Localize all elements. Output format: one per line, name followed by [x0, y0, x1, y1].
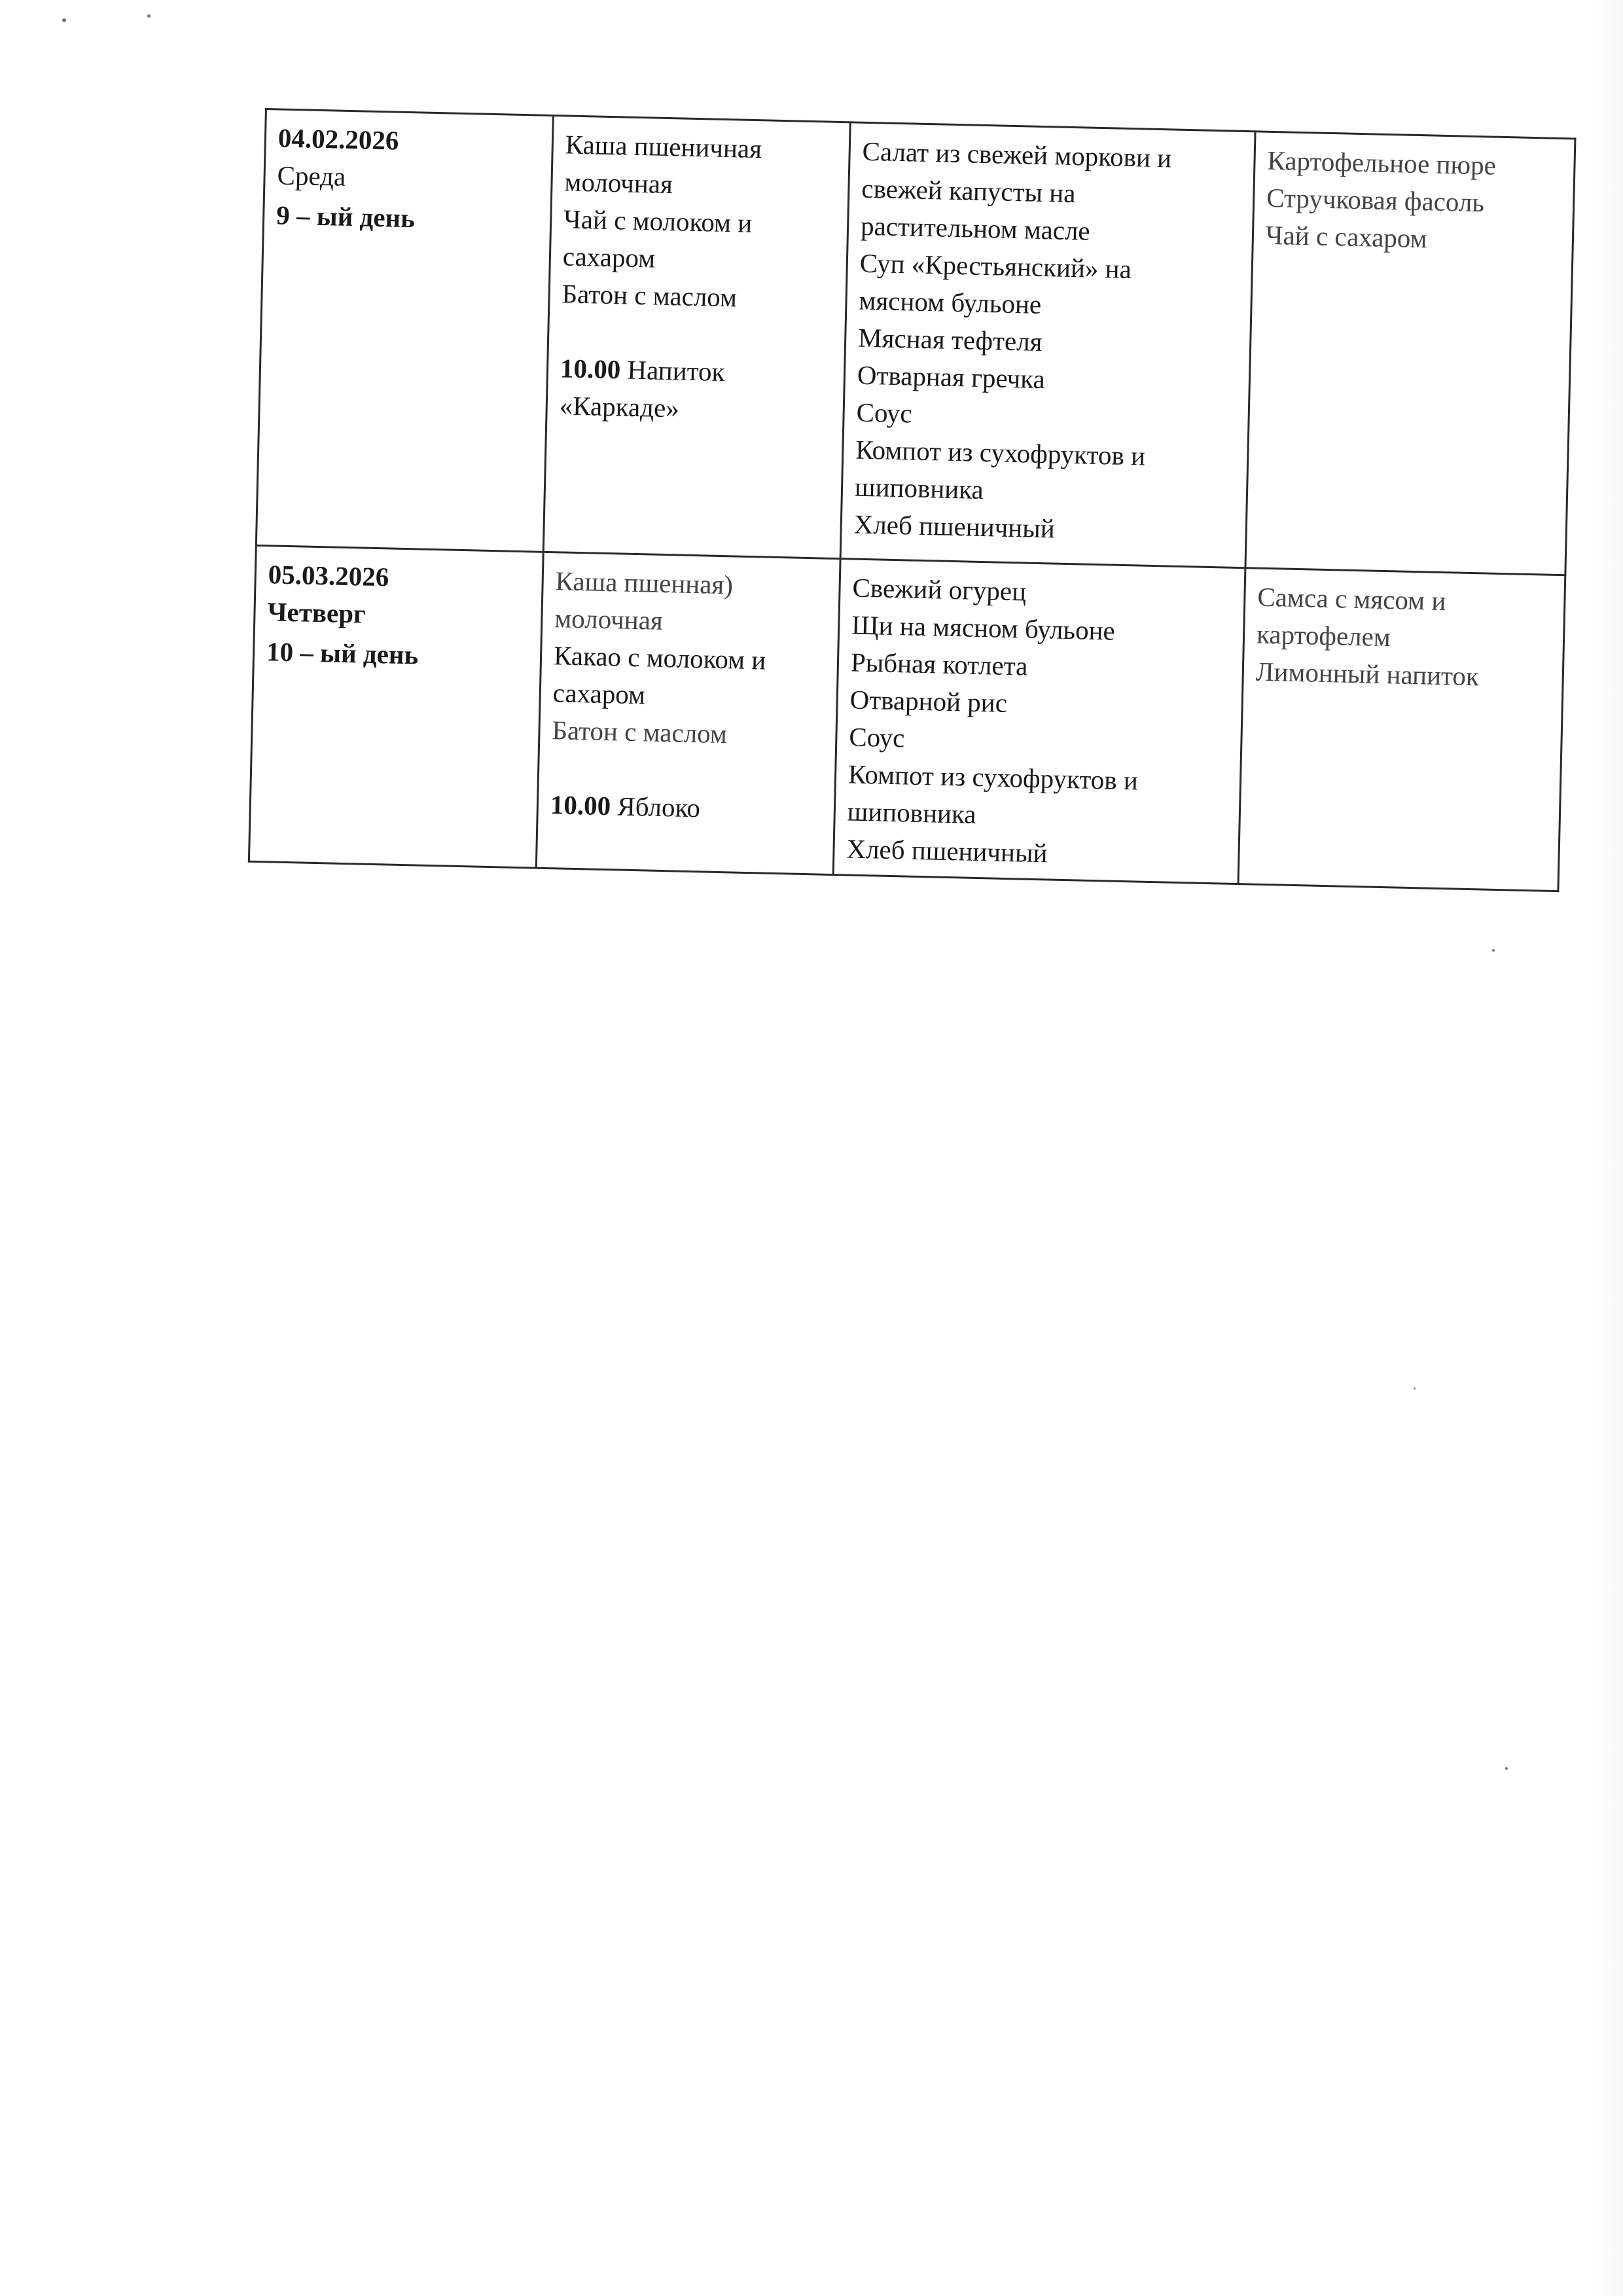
scan-speck — [147, 14, 151, 18]
menu-item: молочная — [554, 603, 664, 636]
menu-item: Лимонный напиток — [1255, 656, 1480, 692]
weekday: Среда — [277, 160, 346, 192]
scan-speck — [1505, 1767, 1508, 1770]
snack-line — [550, 786, 822, 829]
snack-item: Яблоко — [616, 791, 701, 823]
menu-item: Стручковая фасоль — [1266, 182, 1485, 218]
menu-item: Чай с сахаром — [1265, 219, 1428, 254]
menu-item: Хлеб пшеничный — [853, 509, 1056, 544]
menu-item: Каша пшеничная — [565, 129, 762, 164]
day-cell — [256, 109, 553, 552]
lunch-cell — [840, 122, 1255, 568]
spacer — [561, 312, 833, 355]
menu-item: свежей капусты на — [861, 173, 1077, 209]
date: 04.02.2026 — [277, 122, 399, 156]
menu-item: Суп «Крестьянский» на — [859, 247, 1132, 285]
date: 05.03.2026 — [268, 559, 389, 592]
menu-item: Соус — [848, 721, 905, 753]
menu-item: Каша пшенная) — [555, 565, 734, 600]
menu-item: Отварной рис — [849, 684, 1008, 718]
menu-item: Какао с молоком и — [553, 640, 766, 675]
scan-edge — [1597, 0, 1623, 2296]
scan-speck — [1492, 949, 1495, 952]
menu-item: Компот из сухофруктов и — [847, 759, 1139, 796]
menu-item: Салат из свежей моркови и — [862, 135, 1172, 173]
menu-item: Щи на мясном бульоне — [851, 609, 1116, 646]
scan-speck — [62, 18, 66, 22]
menu-item: молочная — [564, 166, 673, 200]
menu-table — [248, 108, 1577, 892]
menu-item: сахаром — [562, 241, 656, 274]
menu-item: Чай с молоком и — [563, 204, 753, 238]
menu-item: Компот из сухофруктов и — [855, 434, 1146, 471]
day-number: 9 – ый день — [276, 200, 416, 234]
spacer — [551, 749, 823, 792]
snack-item: Напиток — [627, 354, 726, 387]
day-cell — [249, 545, 543, 868]
table-row — [249, 545, 1565, 891]
scan-speck — [1414, 1388, 1416, 1390]
menu-item: Хлеб пшеничный — [846, 833, 1048, 869]
menu-item: шиповника — [847, 796, 977, 829]
afternoon-cell — [1245, 132, 1575, 575]
menu-item: Картофельное пюре — [1267, 145, 1497, 181]
menu-item: Мясная тефтеля — [857, 322, 1043, 357]
menu-item: Свежий огурец — [852, 572, 1027, 607]
day-number: 10 – ый день — [266, 636, 419, 670]
menu-item: Самса с мясом и — [1257, 581, 1446, 617]
menu-item: сахаром — [552, 677, 646, 710]
menu-item: Отварная гречка — [857, 359, 1046, 395]
menu-item: мясном бульоне — [859, 285, 1042, 319]
snack-item: «Каркаде» — [559, 390, 680, 423]
table-row — [256, 109, 1575, 575]
weekday: Четверг — [267, 596, 366, 629]
menu-item: Батон с маслом — [562, 278, 738, 313]
menu-item: Батон с маслом — [552, 715, 728, 749]
menu-item: растительном масле — [860, 210, 1091, 246]
snack-time: 10.00 — [550, 789, 611, 821]
menu-item: шиповника — [854, 471, 984, 505]
breakfast-cell — [536, 552, 840, 874]
menu-item: картофелем — [1256, 619, 1391, 653]
snack-time: 10.00 — [560, 353, 621, 385]
breakfast-cell — [543, 115, 850, 558]
snack-line — [560, 350, 832, 393]
menu-item: Рыбная котлета — [850, 647, 1028, 681]
lunch-cell — [833, 559, 1245, 884]
afternoon-cell — [1238, 568, 1565, 891]
menu-item: Соус — [856, 397, 913, 429]
